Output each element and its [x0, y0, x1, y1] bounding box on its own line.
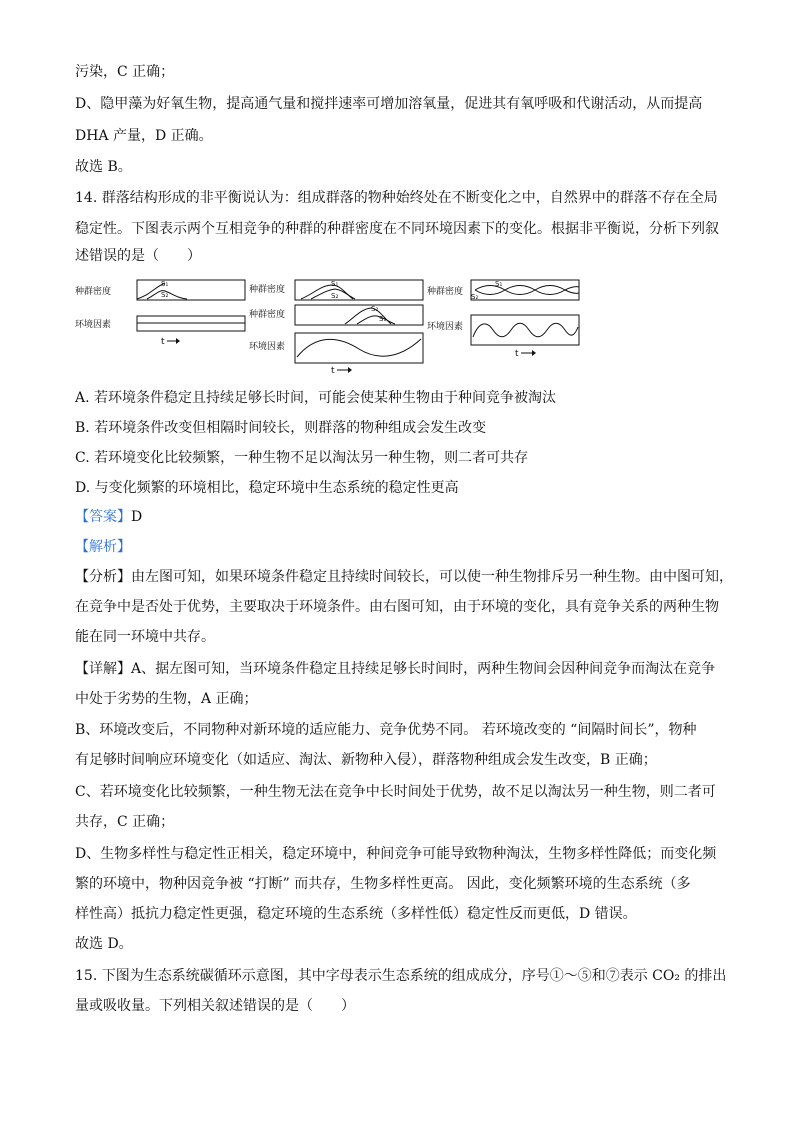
detail-text: B、环境改变后，不同物种对新环境的适应能力、竞争优势不同。 若环境改变的 “间隔时间长”，物种	[75, 722, 697, 738]
analysis-text: 【分析】由左图可知，如果环境条件稳定且持续时间较长，可以使一种生物排斥另一种生物。由中图可知，	[75, 569, 733, 585]
answer-value: D	[131, 509, 143, 525]
detail-text: 【详解】A、据左图可知，当环境条件稳定且持续足够长时间时，两种生物间会因种间竞争而淘汰在竞争	[75, 661, 716, 677]
xiangjie-tag: 【详解】	[75, 661, 131, 677]
label-s2: S₂	[331, 292, 339, 300]
question-14-stem: 稳定性。下图表示两个互相竞争的种群的种群密度在不同环境因素下的变化。根据非平衡说，分析下列叙	[75, 221, 719, 237]
detail-text: 中处于劣势的生物，A 正确；	[75, 691, 258, 707]
label-s1: S₁	[495, 280, 503, 288]
right-env-box	[471, 315, 579, 345]
density-label: 种群密度	[75, 287, 112, 297]
analysis-text: 能在同一环境中共存。	[75, 629, 215, 645]
detail-text: D、生物多样性与稳定性正相关，稳定环境中，种间竞争可能导致物种淘汰，生物多样性降低；而变化频	[75, 846, 717, 862]
detail-text: 繁的环境中，物种因竞争被 “打断” 而共存，生物多样性更高。 因此，变化频繁环境的生态系统（多	[75, 876, 691, 892]
label-s1: S₁	[161, 280, 169, 288]
detail-text: 共存，C 正确；	[75, 814, 175, 830]
analysis-tag: 【解析】	[75, 539, 131, 555]
density-label: 种群密度	[249, 285, 286, 295]
label-s2: S₂	[471, 293, 479, 301]
population-density-figure	[75, 277, 735, 377]
label-s2: S₂	[371, 305, 379, 313]
detail-text: 有足够时间响应环境变化（如适应、淘汰、新物种入侵），群落物种组成会发生改变，B 正确；	[75, 752, 657, 768]
time-label: t	[331, 366, 335, 376]
detail-text: C、若环境变化比较频繁，一种生物无法在竞争中长时间处于优势，故不足以淘汰另一种生物，则二者可	[75, 784, 716, 800]
text-line: 污染，C 正确；	[75, 64, 175, 80]
answer-line	[75, 507, 142, 527]
question-15-stem: 15. 下图为生态系统碳循环示意图，其中字母表示生态系统的组成成分，序号①～⑤和⑦表示 CO₂ 的排出	[75, 968, 727, 984]
right-density-box	[471, 280, 579, 300]
text-line: DHA 产量，D 正确。	[75, 128, 213, 144]
answer-tag: 【答案】	[75, 509, 131, 525]
env-label: 环境因素	[427, 322, 464, 332]
text-line: 故选 B。	[75, 159, 132, 175]
question-14-stem: 述错误的是（ ）	[75, 248, 201, 264]
option-d: D. 与变化频繁的环境相比，稳定环境中生态系统的稳定性更高	[75, 480, 459, 496]
density-label: 种群密度	[427, 287, 464, 297]
time-label: t	[161, 337, 165, 347]
option-a: A. 若环境条件稳定且持续足够长时间，可能会使某种生物由于种间竞争被淘汰	[75, 390, 557, 406]
question-15-stem: 量或吸收量。下列相关叙述错误的是（ ）	[75, 998, 355, 1014]
detail-text: 故选 D。	[75, 936, 133, 952]
label-s2: S₂	[161, 291, 169, 299]
time-label: t	[515, 349, 519, 359]
label-s1: S₁	[331, 280, 339, 288]
mid-density-box-2	[295, 305, 423, 325]
option-c: C. 若环境变化比较频繁，一种生物不足以淘汰另一种生物，则二者可共存	[75, 450, 529, 466]
fenxi-tag: 【分析】	[75, 569, 131, 585]
label-s1: S₁	[379, 315, 387, 323]
analysis-line	[75, 537, 131, 557]
detail-text: 样性高）抵抗力稳定性更强，稳定环境的生态系统（多样性低）稳定性反而更低，D 错误。	[75, 906, 637, 922]
question-14-stem: 14. 群落结构形成的非平衡说认为：组成群落的物种始终处在不断变化之中，自然界中的群落不存在全局	[75, 190, 718, 206]
density-label: 种群密度	[249, 310, 286, 320]
option-b: B. 若环境条件改变但相隔时间较长，则群落的物种组成会发生改变	[75, 420, 487, 436]
text-line: D、隐甲藻为好氧生物，提高通气量和搅拌速率可增加溶氧量，促进其有氧呼吸和代谢活动，从而提高	[75, 96, 703, 112]
env-label: 环境因素	[249, 342, 286, 352]
analysis-text: 在竞争中是否处于优势，主要取决于环境条件。由右图可知，由于环境的变化，具有竞争关系的两种生物	[75, 599, 719, 615]
mid-env-box	[295, 333, 423, 363]
env-label: 环境因素	[75, 320, 112, 330]
